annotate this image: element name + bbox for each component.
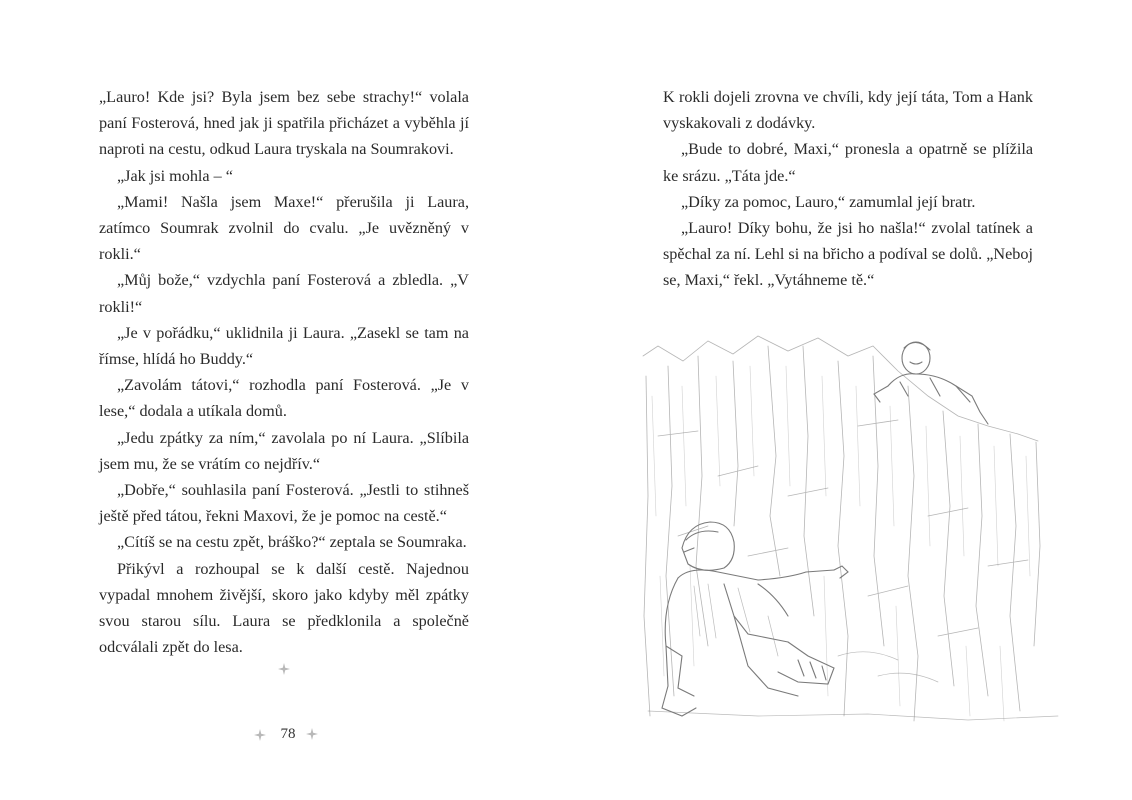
section-break-star-icon: [278, 663, 290, 675]
page-number-footer: [258, 724, 318, 748]
paragraph: K rokli dojeli zrovna ve chvíli, kdy její táta, Tom a Hank vyskakovali z dodávky.: [663, 88, 1033, 133]
right-text-block: [663, 84, 1033, 294]
right-page: [566, 0, 1132, 800]
paragraph: „Bude to dobré, Maxi,“ pronesla a opatrně se plížila ke srázu. „Táta jde.“: [663, 140, 1033, 185]
paragraph: „Jedu zpátky za ním,“ zavolala po ní Laura. „Slíbila jsem mu, že se vrátím co nejdřív.“: [99, 428, 469, 473]
paragraph: „Zavolám tátovi,“ rozhodla paní Fosterová. „Je v lese,“ dodala a utíkala domů.: [99, 376, 469, 421]
footer-star-icon: [254, 729, 266, 741]
paragraph: „Cítíš se na cestu zpět, bráško?“ zeptala se Soumraka.: [117, 533, 467, 552]
pencil-illustration-ravine: [638, 316, 1068, 736]
page-number: 78: [280, 726, 296, 742]
paragraph: „Můj bože,“ vzdychla paní Fosterová a zbledla. „V rokli!“: [99, 271, 469, 316]
paragraph: „Dobře,“ souhlasila paní Fosterová. „Jestli to stihneš ještě před tátou, řekni Maxovi, že je pomoc na cestě.“: [99, 481, 469, 526]
paragraph: „Lauro! Díky bohu, že jsi ho našla!“ zvolal tatínek a spěchal za ní. Lehl si na břicho a podíval se dolů. „Neboj se, Maxi,“ řekl. „Vytáhneme tě.“: [663, 219, 1033, 290]
paragraph: „Díky za pomoc, Lauro,“ zamumlal její bratr.: [681, 192, 976, 211]
paragraph: „Je v pořádku,“ uklidnila ji Laura. „Zasekl se tam na římse, hlídá ho Buddy.“: [99, 323, 469, 369]
footer-star-icon: [306, 728, 318, 740]
paragraph: Přikývl a rozhoupal se k další cestě. Najednou vypadal mnohem živější, skoro jako kdyby měl zpátky svou starou sílu. Laura se předklonila a společně odcválali zpět do lesa.: [99, 559, 469, 657]
left-text-block: [99, 84, 469, 660]
paragraph: „Mami! Našla jsem Maxe!“ přerušila ji Laura, zatímco Soumrak zvolnil do cvalu. „Je uvězněný v rokli.“: [99, 192, 469, 264]
paragraph: „Jak jsi mohla – “: [117, 166, 233, 185]
paragraph: „Lauro! Kde jsi? Byla jsem bez sebe strachy!“ volala paní Fosterová, hned jak ji spatřila přicházet a vyběhla jí naproti na cestu, odkud Laura tryskala na Soumrakovi.: [99, 88, 469, 159]
